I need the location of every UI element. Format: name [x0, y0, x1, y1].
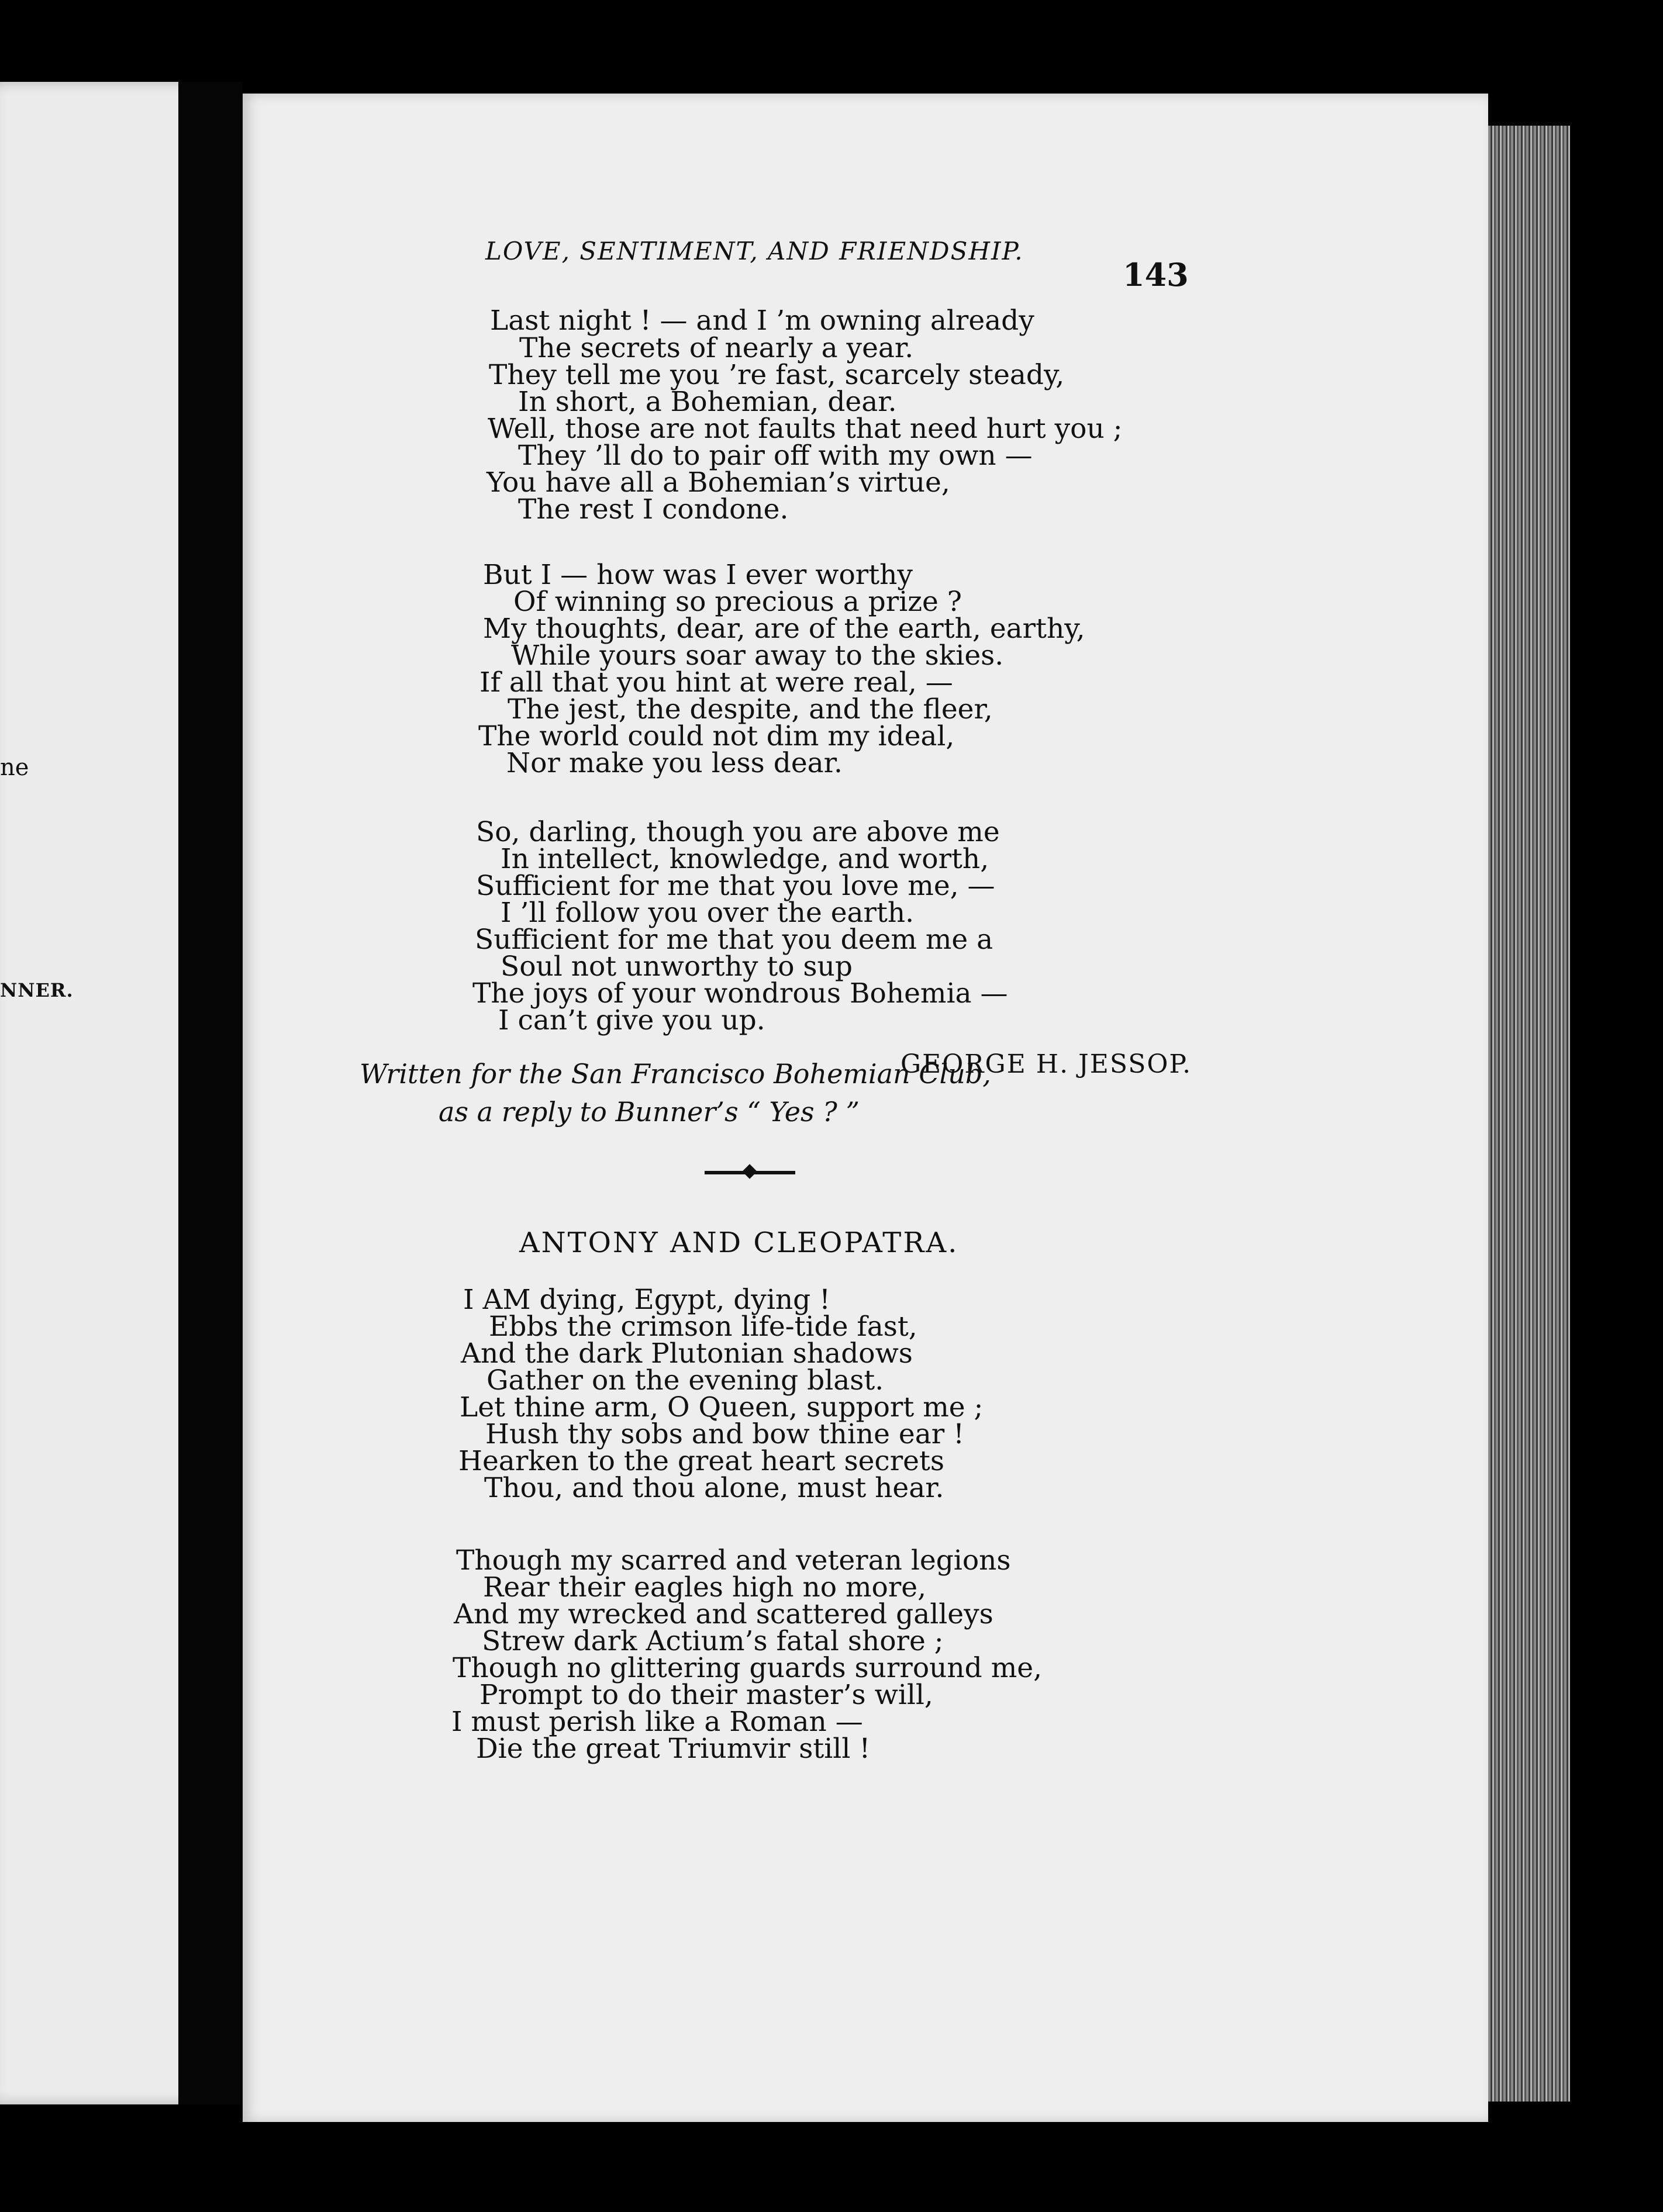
- section-divider-ornament: [705, 1171, 795, 1174]
- poem-line: So, darling, though you are above me: [476, 816, 1000, 848]
- poem-line: Well, those are not faults that need hurt you ;: [488, 413, 1123, 445]
- page-number: 143: [1123, 256, 1189, 293]
- poem-line: They tell me you ’re fast, scarcely steady,: [489, 359, 1065, 391]
- poem-line: In intellect, knowledge, and worth,: [501, 843, 989, 875]
- poem-line: I ’ll follow you over the earth.: [501, 897, 915, 929]
- poem-line: Though no glittering guards surround me,: [453, 1652, 1043, 1684]
- poem-author: GEORGE H. JESSOP.: [900, 1049, 1192, 1079]
- poem-note: Written for the San Francisco Bohemian Club,: [360, 1058, 991, 1090]
- poem-line: I can’t give you up.: [498, 1004, 765, 1036]
- poem-line: They ’ll do to pair off with my own —: [518, 440, 1033, 472]
- poem-line: Ebbs the crimson life-tide fast,: [489, 1311, 917, 1343]
- poem-line: The secrets of nearly a year.: [519, 332, 914, 364]
- previous-page-fragment: NNER.: [0, 979, 74, 1001]
- poem-line: Thou, and thou alone, must hear.: [484, 1472, 944, 1504]
- poem-line: Gather on the evening blast.: [487, 1364, 884, 1397]
- book-gutter: [178, 82, 243, 2104]
- poem-line: Let thine arm, O Queen, support me ;: [460, 1391, 984, 1423]
- poem-line: You have all a Bohemian’s virtue,: [487, 466, 950, 499]
- poem-line: The joys of your wondrous Bohemia —: [472, 977, 1008, 1010]
- previous-page-fragment: ne: [0, 754, 29, 781]
- poem-line: I AM dying, Egypt, dying !: [463, 1284, 831, 1316]
- poem-line: Nor make you less dear.: [506, 747, 843, 779]
- poem-line: The jest, the despite, and the fleer,: [508, 693, 993, 725]
- poem-line: Sufficient for me that you deem me a: [475, 924, 993, 956]
- poem-line: Hearken to the great heart secrets: [458, 1445, 944, 1477]
- poem-line: And the dark Plutonian shadows: [461, 1337, 913, 1370]
- poem-line: Hush thy sobs and bow thine ear !: [485, 1418, 965, 1450]
- poem-line: Strew dark Actium’s fatal shore ;: [482, 1625, 944, 1657]
- poem-line: Though my scarred and veteran legions: [456, 1544, 1011, 1577]
- poem-note: as a reply to Bunner’s “ Yes ? ”: [439, 1096, 860, 1128]
- poem-line: If all that you hint at were real, —: [479, 666, 953, 699]
- page-edges: [1488, 126, 1570, 2102]
- poem-line: The rest I condone.: [518, 493, 789, 526]
- poem-line: Soul not unworthy to sup: [501, 951, 853, 983]
- poem-line: Last night ! — and I ’m owning already: [490, 305, 1034, 337]
- poem-line: Sufficient for me that you love me, —: [476, 870, 995, 902]
- poem-line: And my wrecked and scattered galleys: [454, 1598, 993, 1630]
- poem-line: The world could not dim my ideal,: [478, 720, 955, 752]
- running-head: LOVE, SENTIMENT, AND FRIENDSHIP.: [485, 237, 1024, 265]
- poem-line: In short, a Bohemian, dear.: [518, 386, 897, 418]
- poem-line: Prompt to do their master’s will,: [479, 1679, 933, 1711]
- poem-line: My thoughts, dear, are of the earth, earthy,: [483, 613, 1085, 645]
- poem-line: Rear their eagles high no more,: [483, 1571, 927, 1603]
- poem-line: But I — how was I ever worthy: [483, 559, 913, 591]
- poem-title: ANTONY AND CLEOPATRA.: [519, 1226, 959, 1259]
- poem-line: While yours soar away to the skies.: [511, 640, 1004, 672]
- poem-line: Of winning so precious a prize ?: [513, 586, 962, 618]
- poem-line: Die the great Triumvir still !: [476, 1733, 871, 1765]
- poem-line: I must perish like a Roman —: [451, 1706, 863, 1738]
